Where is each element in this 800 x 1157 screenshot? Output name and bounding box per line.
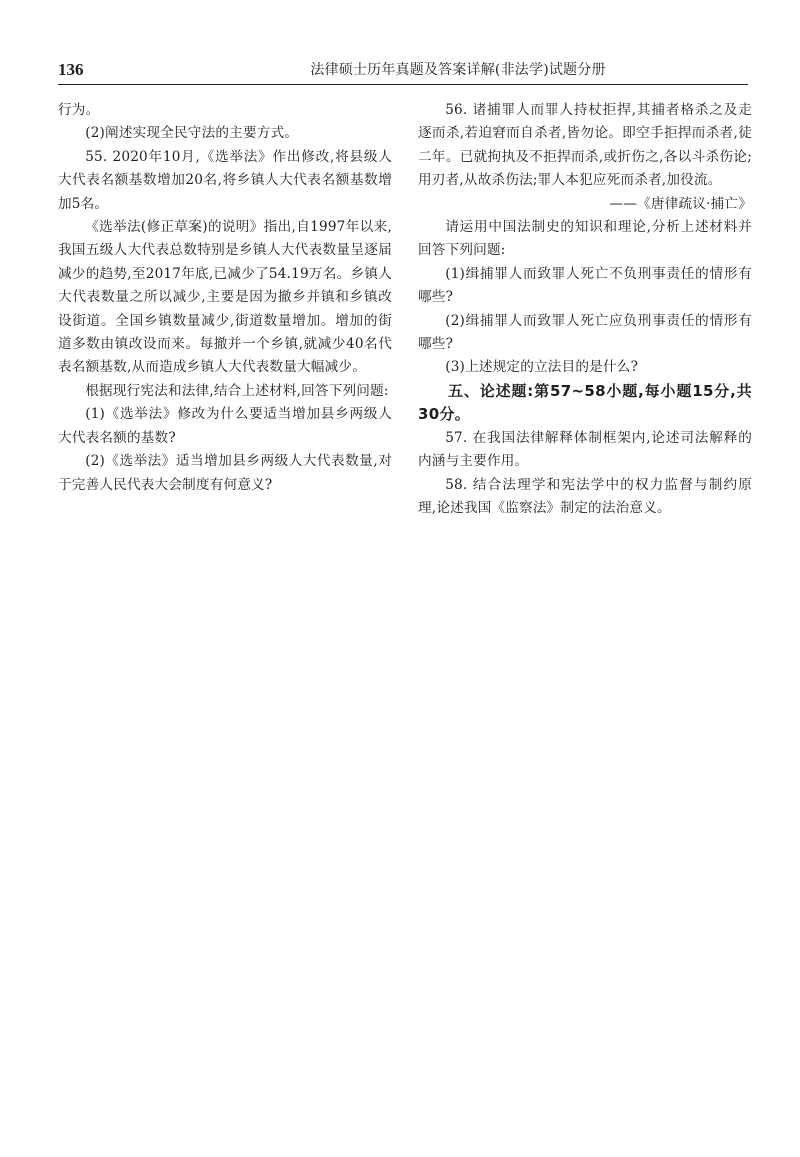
paragraph-continuation: 行为。 (58, 102, 100, 118)
question-55-intro: 55. 2020年10月,《选举法》作出修改,将县级人大代表名额基数增加20名,将乡镇人大代表名额基数增加5名。 (58, 148, 392, 212)
question-56-instruction: 请运用中国法制史的知识和理论,分析上述材料并回答下列问题: (418, 219, 752, 259)
question-56-material: 56. 诸捕罪人而罪人持杖拒捍,其捕者格杀之及走逐而杀,若迫窘而自杀者,皆勿论。即空手拒捍而杀者,徒二年。已就拘执及不拒捍而杀,或折伤之,各以斗杀伤论;用刃者,从故杀伤法;罪人本犯应死而杀者,加役流。 (418, 102, 752, 189)
question-58: 58. 结合法理学和宪法学中的权力监督与制约原理,论述我国《监察法》制定的法治意义。 (418, 476, 752, 517)
page-header (58, 60, 748, 85)
question-57: 57. 在我国法律解释体制框架内,论述司法解释的内涵与主要作用。 (418, 430, 752, 470)
question-54-part-2: (2)阐述实现全民守法的主要方式。 (85, 125, 299, 142)
question-56-part-2: (2)缉捕罪人而致罪人死亡应负刑事责任的情形有哪些? (418, 312, 752, 353)
left-column (58, 99, 392, 497)
question-56-part-3: (3)上述规定的立法目的是什么? (445, 359, 639, 376)
question-55-instruction: 根据现行宪法和法律,结合上述材料,回答下列问题: (85, 382, 389, 399)
running-title: 法律硕士历年真题及答案详解(非法学)试题分册 (310, 62, 606, 78)
question-56-source: ——《唐律疏议·捕亡》 (609, 195, 752, 212)
section-heading-essay: 五、论述题:第57~58小题,每小题15分,共30分。 (418, 381, 752, 424)
question-55-part-1: (1)《选举法》修改为什么要适当增加县乡两级人大代表名额的基数? (58, 406, 392, 446)
page-number: 136 (58, 60, 84, 79)
question-55-material: 《选举法(修正草案)的说明》指出,自1997年以来,我国五级人大代表总数特别是乡镇人大代表数量呈逐届减少的趋势,至2017年底,已减少了54.19万名。乡镇人大代表数量之所以减少,主要是因为撤乡并镇和乡镇改设街道。全国乡镇数量减少,街道数量增加。增加的街道多数由镇改设而来。每撤并一个乡镇,就减少40名代表名额基数,从而造成乡镇人大代表数量大幅减少。 (58, 219, 392, 376)
question-56-part-1: (1)缉捕罪人而致罪人死亡不负刑事责任的情形有哪些? (418, 265, 752, 306)
right-column (418, 99, 752, 521)
question-55-part-2: (2)《选举法》适当增加县乡两级人大代表数量,对于完善人民代表大会制度有何意义? (58, 453, 392, 493)
